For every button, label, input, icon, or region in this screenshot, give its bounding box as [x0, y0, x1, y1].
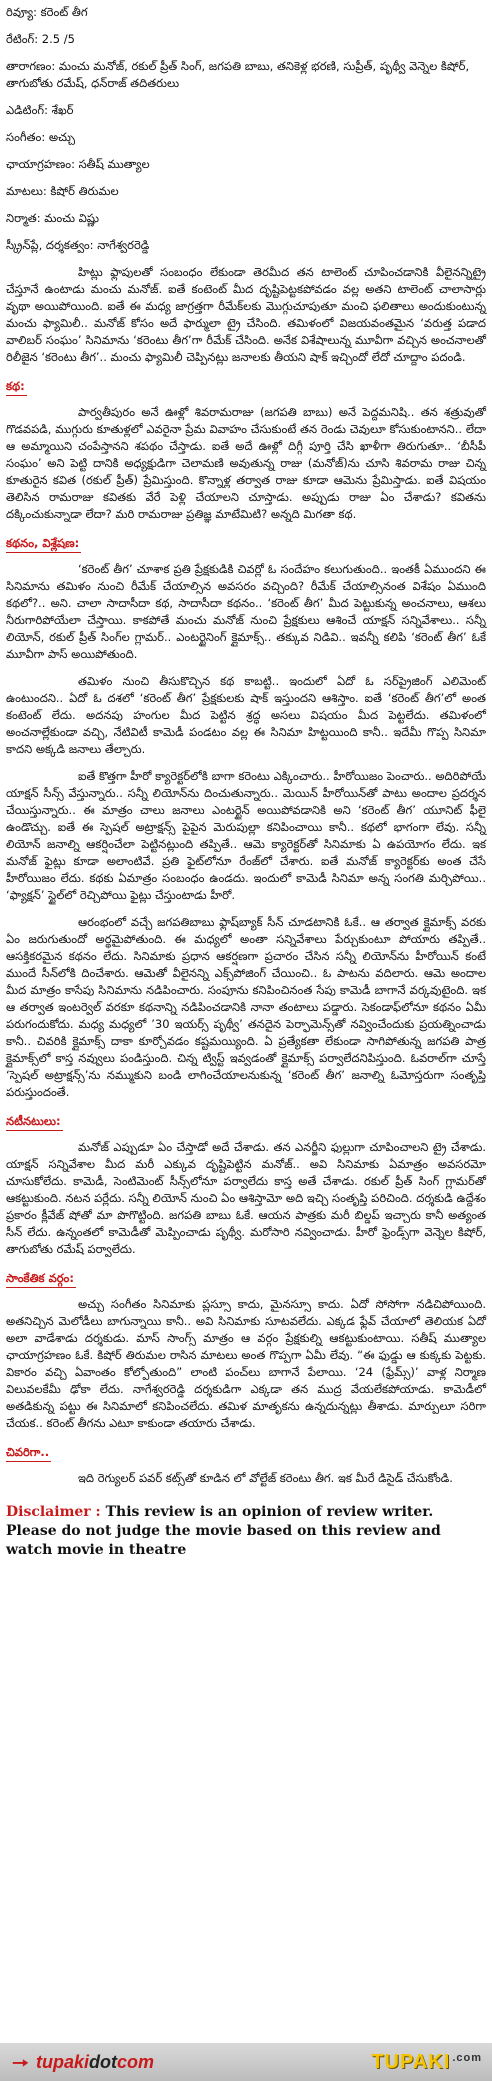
url-part-tupaki: tupaki [36, 2051, 90, 2072]
cast-heading: నటీనటులు: [6, 1113, 63, 1131]
tupaki-logo [371, 2050, 482, 2075]
final-heading: చివరిగా.. [6, 1444, 51, 1462]
technical-heading: సాంకేతిక వర్గం: [6, 1270, 76, 1288]
analysis-paragraph: ఆరంభంలో వచ్చే జగపతిబాబు ఫ్లాష్‌బ్యాక్ సీన్ చూడటానికి ఓకే.. ఆ తర్వాత క్లైమాక్స్ వరకు ఏం జరుగుతుందో అర్థమైపోతుంది. ఈ మధ్యలో అంతా సన్నివేశాలు పేర్చుకుంటూ పోయారు తప్పితే.. ఆసక్తికరమైన కథనం లేదు. సినిమాకు ప్రధాన ఆకర్షణగా ప్రచారం చేసిన సన్నీ లియోన్‌ను హీరోయిన్ కంటే ముందే సీన్‌లోకి దించేశారు. ఆమెతో వీలైనన్ని ఎక్స్‌పోజింగ్ చేయించి.. ఓ పాటను వదిలారు. ఆమె అందాల మీద మాత్రం కాసేపు సినిమాను నడిపించారు. సంపూను కనిపించినంత సేపు కామెడీ బాగానే వర్కవుటైంది. ఇక ఆ తర్వాత ఇంటర్వెల్ వరకూ కథనాన్ని నడిపించడానికి నానా తంటాలు పడ్డారు. సెకండాఫ్‌లోనూ కథనం ఏమీ పరుగందుకోదు. మధ్య మధ్యలో ’30 ఇయర్స్ పృథ్వీ’ తనదైన పెర్ఫామెన్స్‌తో నవ్వించేందుకు ప్రయత్నించాడు కానీ.. చివరికి క్లైమాక్స్ దాకా కూర్చోవడం కష్టమయ్యింది. ఏ ప్రత్యేకతా లేకుండా సాగిపోతున్న జగపతి పాత్ర క్లైమాక్స్‌లో కాస్త నవ్వులు పండిస్తుంది. చిన్న ట్విస్ట్ ఇవ్వడంతో క్లైమాక్స్ పర్వాలేదనిపిస్తుంది. ఓవరాల్‌గా చూస్తే ‘స్పెషల్ అట్రాక్షన్స్’ను నమ్ముకుని బండి లాగించేయాలనుకున్న ‘కరెంట్ తీగ’ జనాల్ని ఓమోస్తరుగా సంతృప్తి పరుస్తుందంతే. [6, 915, 486, 1099]
site-url-link[interactable] [10, 2051, 154, 2073]
disclaimer-text: This review is an opinion of review writer. Please do not judge the movie based on this review and watch movie in theatre [6, 1504, 441, 1558]
analysis-paragraph: ‘కరెంట్ తీగ’ చూశాక ప్రతి ప్రేక్షకుడికి చివర్లో ఓ సందేహం కలుగుతుంది.. ఇంతకీ ఏముందని ఈ సినిమాను తమిళం నుంచి రీమేక్ చేయాల్సిన అవసరం వచ్చింది? రీమేక్ చేయాల్సినంత విశేషం ఏముంది కథలో?.. అని. చాలా సాదాసీదా కథ, సాదాసీదా కథనం.. ‘కరెంట్ తీగ’ మీద పెట్టుకున్న అంచనాలు, ఆశలు నీరుగారిపోయేలా చేస్తాయి. కాకపోతే మంచు మనోజ్ నుంచి ప్రేక్షకులు ఆశించే యాక్షన్ సన్నివేశాలు.. సన్నీ లియోన్, రకుల్ ప్రీత్ సింగ్‌ల గ్లామర్.. ఎంటర్టైనింగ్ క్లైమాక్స్.. తక్కువ నిడివి.. ఇవన్నీ కలిపి ‘కరెంట్ తీగ’ ఓకే మూవీగా పాస్ అయిపోతుంది. [6, 562, 486, 661]
url-part-com: com [117, 2051, 155, 2072]
story-heading: కథ: [6, 378, 27, 396]
editing-credit: ఎడిటింగ్: శేఖర్ [6, 103, 74, 117]
logo-suffix: .com [452, 2051, 482, 2064]
review-title: రివ్యూ: కరెంట్ తీగ [6, 5, 88, 19]
cast-paragraph: మనోజ్ ఎప్పుడూ ఏం చేస్తాడో అదే చేశాడు. తన ఎనర్జీని ఫుల్లుగా చూపించాలని ట్రై చేశాడు. యాక్షన్ సన్నివేశాల మీద మరీ ఎక్కువ దృష్టిపెట్టిన మనోజ్.. అవి సినిమాకు ఏమాత్రం అవసరమో చూసుకోలేదు. కామెడీ, సెంటిమెంట్ సీన్స్‌లోనూ పర్వాలేదు కాస్త అతే చేశాడు. రకుల్ ప్రీత్ సింగ్ గ్లామర్‌తో ఆకట్టుకుంది. నటన పర్లేదు. సన్నీ లియోన్ నుంచి ఏం ఆశిస్తామో అది ఇచ్చి సంతృప్తి పరిచింది. దర్శకుడి ఉద్దేశం ప్రకారం క్లీవేజ్ షోతో మా పొగొట్టింది. జగపతి బాబు ఓకే. ఆయన పాత్రకు మరీ బిల్డప్ ఇచ్చారు కానీ అత్యంత సీన్ లేదు. ఉన్నంతలో కామెడీతో మెప్పించాడు పృథ్వీ. మరోసారి నవ్వించాడు. హీరో ఫ్రెండ్స్‌గా వెన్నెల కిషోర్, తాగుబోతు రమేష్ పర్వాలేదు. [6, 1140, 486, 1256]
review-meta [6, 4, 486, 254]
music-credit: సంగీతం: అచ్చు [6, 130, 75, 144]
footer-banner [0, 2043, 492, 2081]
cinematography-credit: ఛాయాగ్రహణం: సతీష్ ముత్యాల [6, 157, 150, 171]
director-credit: స్క్రీన్‌ప్లే, దర్శకత్వం: నాగేశ్వరరెడ్డి [6, 238, 150, 252]
final-paragraph: ఇది రెగ్యులర్ పవర్ కట్స్‌తో కూడిన లో వోల్టేజ్ కరెంటు తీగ. ఇక మీరే డిసైడ్ చేసుకోండి. [78, 1471, 453, 1485]
disclaimer [6, 1503, 486, 1560]
technical-paragraph: అచ్చు సంగీతం సినిమాకు ప్లస్సూ కాదు, మైనస్సూ కాదు. ఏదో సోసోగా నడిచిపోయింది. అతనిచ్చిన మెలోడీలు బాగున్నాయి కానీ.. అవి సినిమాకు సూటవలేదు. ఎక్కడ ఫ్లేవ్ చేయాలో తెలియక ఏదో అలా వాడేశాడు దర్శకుడు. మాస్ సాంగ్స్ మాత్రం ఆ వర్గం ప్రేక్షకుల్ని ఆకట్టుకుంటాయి. సతీష్ ముత్యాల ఛాయాగ్రహణం ఓకే. కిషోర్ తిరుమల రాసిన మాటలు అంత గొప్పగా ఏమీ లేవు. “ఈ ఫుడ్డు ఆ కుక్కకు పెట్టకు. వికారం వచ్చి ఏవాంతం కోల్పోతుంది” లాంటి పంచ్‌లు బాగానే పేలాయి. ‘24 (ఫ్రేమ్స్)’ వాళ్ల నిర్మాణ విలువలకేమీ ఢోకా లేదు. నాగేశ్వరరెడ్డి దర్శకుడిగా ఎక్కడా తన ముద్ర వేయలేకపోయాడు. కామెడీలో అతడికున్న పట్టు ఈ సినిమాలో కనిపించలేదు. తమిళ మాతృకను ఉన్నదున్నట్లు తీశాడు. మార్పులూ సరిగా చేయక.. కరెంట్ తీగను ఎటూ కాకుండా తయారు చేశాడు. [6, 1297, 486, 1430]
producer-credit: నిర్మాత: మంచు విష్ణు [6, 211, 99, 225]
url-part-dot: dot [89, 2051, 117, 2072]
hand-pointer-icon [10, 2051, 32, 2073]
logo-text: TUPAKI [371, 2050, 451, 2073]
intro-paragraph: హిట్లు ఫ్లాపులతో సంబంధం లేకుండా తెరమీద తన టాలెంట్ చూపించడానికి వీలైనన్నిట్రై చేస్తూనే ఉంటాడు మంచు మనోజ్. ఐతే కంటెంట్ మీద దృష్టిపెట్టకపోవడం వల్ల అతని టాలెంట్ చాలాసార్లు వృథా అయిపోయింది. ఐతే ఈ మధ్య జాగ్రత్తగా రీమేక్‌లకు మొగ్గుచూపుతూ మంచి ఫలితాలు అందుకుంటున్న మంచు ఫ్యామిలీ.. మనోజ్ కోసం అదే ఫార్ములా ట్రై చేసింది. తమిళంలో విజయవంతమైన ‘వరుత్త పడాద వాలిబర్ సంఘం’ సినిమాను ‘కరెంటు తీగ’గా రీమేక్ చేసింది. అనేక విశేషాలున్న మూవీగా వచ్చిన అంచనాలతో రిలీజైన ‘కరెంటు తీగ’.. మంచు ఫ్యామిలీ చెప్పినట్లు జనాలకు తీయని షాక్ ఇచ్చిందో లేదో చూద్దాం పదండి. [6, 265, 486, 364]
analysis-paragraph: ఐతే కొత్తగా హీరో క్యారెక్టర్‌లోకి బాగా కరెంటు ఎక్కించారు.. హీరోయిజం పెంచారు.. అదిరిపోయే యాక్షన్ సీన్స్ వేస్తున్నారు.. సన్నీ లియోన్‌ను దించుతున్నారు.. మెయిన్ హీరోయిన్‌తో పాటు అందాల ప్రదర్శన చేయిస్తున్నారు.. ఈ మాత్రం చాలు జనాలు ఎంటర్టైన్ అయిపోవడానికి అని ‘కరెంట్ తీగ’ యూనిట్ ఫీలై ఉండొచ్చు. ఐతే ఈ స్పెషల్ అట్రాక్షన్స్ పైపైన మెరుపుల్లా కనిపించాయి కానీ.. కథలో భాగంగా లేవు. సన్నీ లియోన్ జనాల్ని ఆకర్షించేలా పెట్టినట్లుంది తప్పితే.. ఆమె క్యారెక్టర్‌తో సినిమాకు ఏ ఉపయోగం లేదు. ఇక మనోజ్ ఫైట్లు కూడా అలాంటివే. ప్రతి ఫైట్‌లోనూ రేంజ్‌లో చేశారు. ఐతే మనోజ్ క్యారెక్టర్‌కు అంత చేసే హీరోయిజం లేదు. కథకు ఏమాత్రం సంబంధం ఉండదు. ఇందులో కామెడీ సినిమా అన్న సంగతి మర్చిపోయి.. ‘ఫ్యాక్షన్’ స్టైల్‌లో రెచ్చిపోయి ఫైట్లు చేస్తుంటాడు హీరో. [6, 769, 486, 902]
dialogues-credit: మాటలు: కిషోర్ తిరుమల [6, 184, 119, 198]
analysis-paragraph: తమిళం నుంచి తీసుకొచ్చిన కథ కాబట్టి.. ఇందులో ఏదో ఓ సర్‌ప్రైజింగ్ ఎలిమెంట్ ఉంటుందని.. ఏదో ఓ దశలో ‘కరెంట్ తీగ’ ప్రేక్షకులకు షాక్ ఇస్తుందని ఆశిస్తాం. ఐతే ‘కరెంట్ తీగ’లో అంత కంటెంట్ లేదు. అదనపు హంగుల మీద పెట్టిన శ్రద్ధ అసలు విషయం మీద పెట్టలేదు. తమిళంలో అంచనాల్లేకుండా వచ్చి, నేటివిటీ కామెడీ పండటం వల్ల ఈ సినిమా హిట్టయింది కానీ.. ఇదేమీ గొప్ప సినిమా కాదని అక్కడి జనాలు తేల్చారు. [6, 674, 486, 756]
disclaimer-label: Disclaimer : [6, 1504, 101, 1520]
cast-list: తారాగణం: మంచు మనోజ్, రకుల్ ప్రీత్ సింగ్, జగపతి బాబు, తనికెళ్ల భరణి, సుప్రీత్, పృథ్వీ వెన్నెల కిషోర్, తాగుబోతు రమేష్, ధన్‌రాజ్ తదితరులు [6, 59, 470, 90]
rating: రేటింగ్: 2.5 /5 [6, 32, 75, 46]
story-paragraph: పార్వతీపురం అనే ఊళ్లో శివరామరాజు (జగపతి బాబు) అనే పెద్దమనిషి.. తన శత్రువుతో గొడవపడి, ముగ్గురు కూతుళ్లలో ఎవరైనా ప్రేమ వివాహం చేసుకుంటే తన రెండు చెవులూ కోసుకుంటానని.. లేదా ఆ అమ్మాయిని చంపేస్తానని శపథం చేస్తాడు. ఐతే అదే ఊళ్లో దిగ్గీ పూర్తి చేసి ఖాళీగా తిరుగుతూ.. ‘బీసీపీ సంఘం’ అని పెట్టి దానికి అధ్యక్షుడిగా చెలామణి అవుతున్న రాజు (మనోజ్)ను చూసి శివరామ రాజు చిన్న కూతురైన కవిత (రకుల్ ప్రీత్) ప్రేమిస్తుంది. కొన్నాళ్ల తర్వాత రాజు కూడా ఆమెను ప్రేమిస్తాడు. ఐతే విషయం తెలిసిన రామరాజు కవితకు వేరే పెళ్లి చేయాలని చూస్తాడు. అప్పుడు రాజు ఏం చేశాడు? కవితను దక్కించుకున్నాడా లేదా? మరి రామరాజు ప్రతిజ్ఞ మాటేమిటి? అన్నది మిగతా కథ. [6, 405, 486, 521]
analysis-heading: కథనం, విశ్లేషణ: [6, 535, 81, 553]
